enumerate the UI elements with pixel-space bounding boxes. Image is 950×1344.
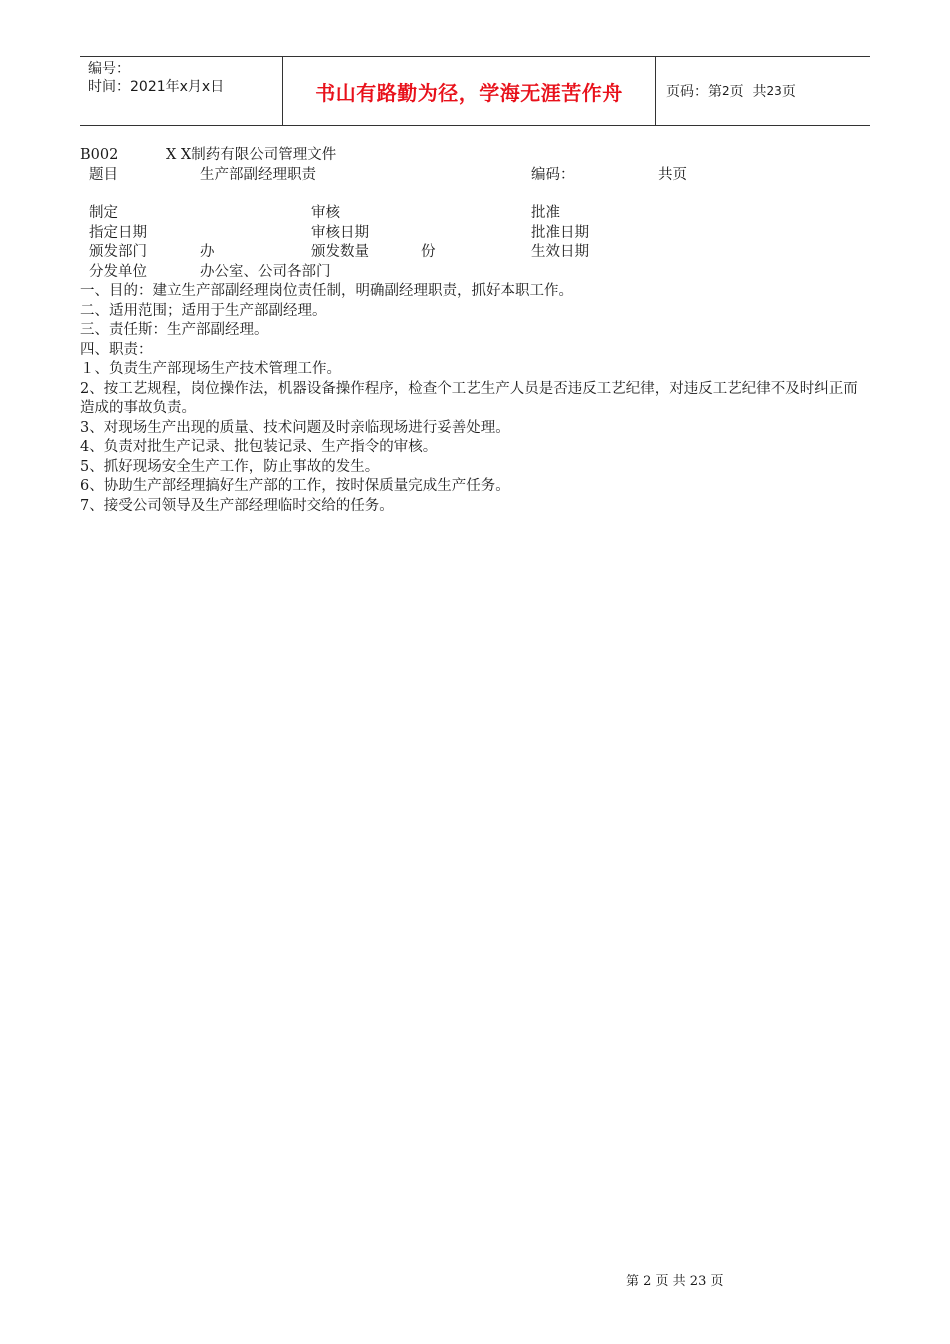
body-paragraph: 一、目的：建立生产部副经理岗位责任制，明确副经理职责，抓好本职工作。 xyxy=(80,283,573,299)
body-paragraph: 二、适用范围；适用于生产部副经理。 xyxy=(80,302,327,319)
duty-item: 3、对现场生产出现的质量、技术问题及时亲临现场进行妥善处理。 xyxy=(80,419,510,436)
issue-row: 颁发部门 办 颁发数量 份 生效日期 xyxy=(89,244,589,260)
duty-item: 2、按工艺规程，岗位操作法，机器设备操作程序，检查个工艺生产人员是否违反工艺纪律，对违反工艺纪律不及时纠正而造成的事故负责。 xyxy=(80,380,858,416)
duty-item: 6、协助生产部经理搞好生产部的工作，按时保质量完成生产任务。 xyxy=(80,478,510,494)
doc-heading-row xyxy=(80,146,872,166)
duty-item: 7、接受公司领导及生产部经理临时交给的任务。 xyxy=(80,497,394,514)
distribution-row: 分发单位 办公室、公司各部门 xyxy=(89,263,331,280)
page-indicator: 页码：第 2 页 共 23 页 xyxy=(666,84,796,100)
title-row: 题目 生产部副经理职责 编码： 共页 xyxy=(80,166,872,186)
page-total: 23 xyxy=(766,84,782,98)
time-label: 时间：2021年x月x日 xyxy=(88,79,225,95)
company-title: X X制药有限公司管理文件 xyxy=(166,147,337,163)
body-paragraph: 四、职责： xyxy=(80,341,153,358)
number-label: 编号： xyxy=(88,61,130,77)
body-paragraph: 三、责任斯：生产部副经理。 xyxy=(80,322,269,338)
duty-item: １、负责生产部现场生产技术管理工作。 xyxy=(80,361,341,377)
document-body xyxy=(80,146,872,516)
date-row: 指定日期 审核日期 批准日期 xyxy=(89,224,589,241)
doc-code: B002 xyxy=(80,147,119,163)
header-meta xyxy=(80,57,282,125)
approval-row: 制定 审核 批准 xyxy=(89,205,560,221)
duty-item: 5、抓好现场安全生产工作，防止事故的发生。 xyxy=(80,458,380,475)
header-table xyxy=(80,56,870,126)
page-number: 2 xyxy=(722,84,730,98)
slogan: 书山有路勤为径，学海无涯苦作舟 xyxy=(282,57,656,125)
doc-title: 生产部副经理职责 xyxy=(200,166,316,183)
duty-item: 4、负责对批生产记录、批包装记录、生产指令的审核。 xyxy=(80,439,438,455)
page-footer: 第 2 页 共 23 页 xyxy=(626,1274,724,1289)
